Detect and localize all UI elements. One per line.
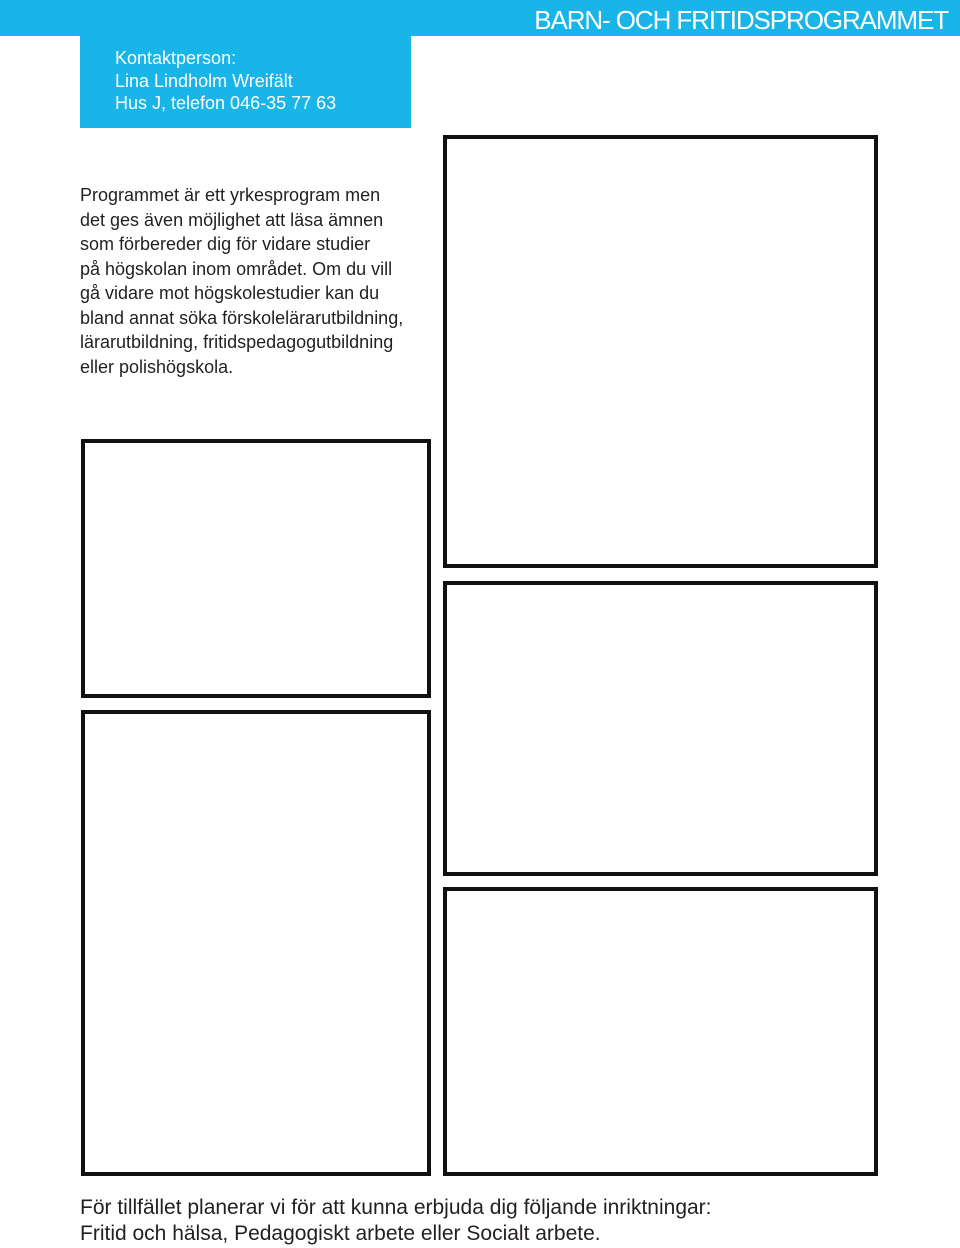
intro-line: Programmet är ett yrkesprogram men: [80, 185, 381, 205]
intro-line: som förbereder dig för vidare studier: [80, 234, 371, 254]
photo-frame-bottom-left: [81, 710, 431, 1176]
photo-frame-middle-right: [443, 581, 878, 876]
contact-address-phone: Hus J, telefon 046-35 77 63: [115, 93, 337, 113]
photo-frame-bottom-right: [443, 887, 878, 1176]
contact-name: Lina Lindholm Wreifält: [115, 70, 293, 91]
intro-line: gå vidare mot högskolestudier kan du: [80, 283, 380, 303]
photo-frame-top-right: [443, 135, 878, 568]
footer-line: Fritid och hälsa, Pedagogiskt arbete eller Socialt arbete.: [80, 1222, 601, 1245]
contact-label: Kontaktperson:: [115, 48, 237, 68]
photo-frame-middle-left: [81, 439, 431, 698]
footer-text: [80, 1195, 712, 1247]
contact-box: [80, 36, 411, 128]
header-bar: [0, 0, 960, 36]
intro-paragraph: [80, 183, 430, 379]
footer-line: För tillfället planerar vi för att kunna erbjuda dig följande inriktningar:: [80, 1196, 712, 1219]
page-title: BARN- OCH FRITIDSPROGRAMMET: [534, 5, 948, 35]
intro-line: det ges även möjlighet att läsa ämnen: [80, 209, 384, 230]
intro-line: på högskolan inom området. Om du vill: [80, 258, 393, 279]
intro-line: lärarutbildning, fritidspedagogutbildning: [80, 332, 394, 352]
intro-line: bland annat söka förskolelärarutbildning,: [80, 307, 404, 328]
intro-line: eller polishögskola.: [80, 356, 234, 377]
